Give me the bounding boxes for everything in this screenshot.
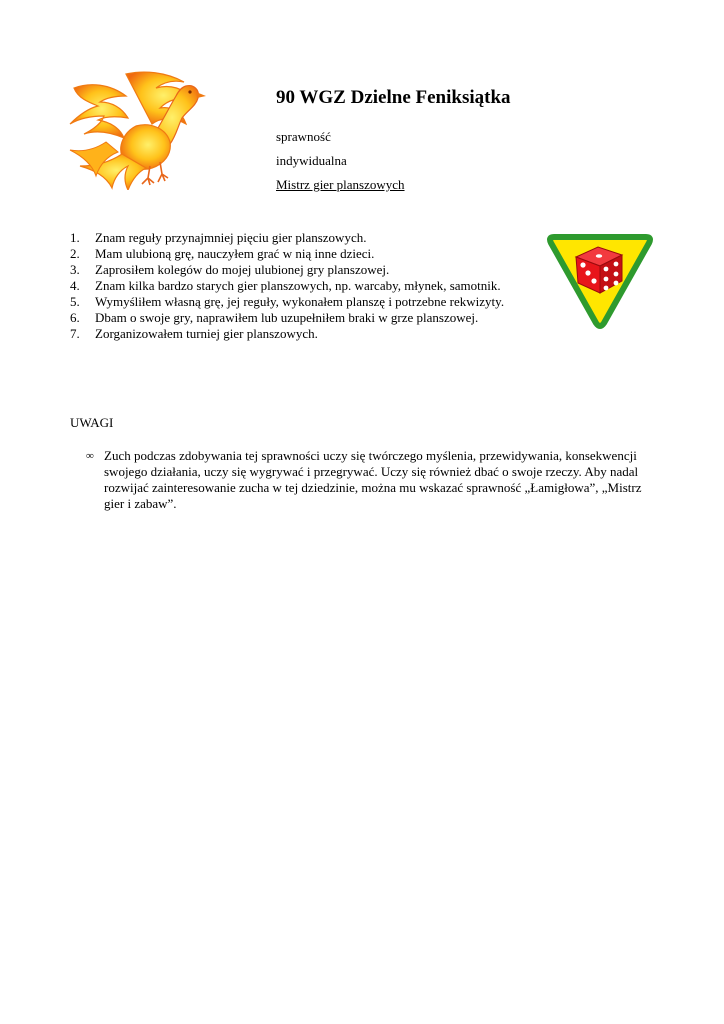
requirement-item <box>70 310 540 326</box>
notes-heading: UWAGI <box>70 415 114 430</box>
header-block <box>276 86 511 192</box>
requirement-number: 1. <box>70 230 80 245</box>
type-label: indywidualna <box>276 153 347 168</box>
requirement-text: Zaprosiłem kolegów do mojej ulubionej gry planszowej. <box>95 262 390 277</box>
requirement-item <box>70 230 540 246</box>
requirement-item <box>70 246 540 262</box>
requirement-item <box>70 262 540 278</box>
note-item <box>86 448 656 512</box>
phoenix-logo <box>66 66 208 190</box>
requirement-number: 2. <box>70 246 80 261</box>
requirement-text: Dbam o swoje gry, naprawiłem lub uzupełniłem braki w grze planszowej. <box>95 310 479 325</box>
requirement-item <box>70 326 540 342</box>
requirement-number: 5. <box>70 294 80 309</box>
requirement-number: 7. <box>70 326 80 341</box>
requirement-number: 6. <box>70 310 80 325</box>
note-text: Zuch podczas zdobywania tej sprawności uczy się twórczego myślenia, przewidywania, konsekwencji swojego działania, uczy się wygrywać i przegrywać. Uczy się również dbać o swoje rzeczy. Aby nadal rozwijać zainteresowanie zucha w tej dziedzinie, można mu wskazać sprawność „Łamigłowa”, „Mistrz gier i zabaw”. <box>104 448 642 511</box>
infinity-bullet-icon: ∞ <box>86 450 94 462</box>
requirements-list <box>70 230 540 342</box>
requirement-text: Mam ulubioną grę, nauczyłem grać w nią inne dzieci. <box>95 246 375 261</box>
category-label: sprawność <box>276 129 331 144</box>
requirement-text: Znam kilka bardzo starych gier planszowych, np. warcaby, młynek, samotnik. <box>95 278 501 293</box>
requirement-number: 4. <box>70 278 80 293</box>
badge-name: Mistrz gier planszowych <box>276 177 405 192</box>
requirement-number: 3. <box>70 262 80 277</box>
requirement-text: Wymyśliłem własną grę, jej reguły, wykonałem planszę i potrzebne rekwizyty. <box>95 294 505 309</box>
requirement-text: Zorganizowałem turniej gier planszowych. <box>95 326 318 341</box>
requirement-item <box>70 294 540 310</box>
page-title: 90 WGZ Dzielne Feniksiątka <box>276 87 511 108</box>
dice-badge <box>546 233 654 331</box>
requirement-text: Znam reguły przynajmniej pięciu gier planszowych. <box>95 230 367 245</box>
requirement-item <box>70 278 540 294</box>
